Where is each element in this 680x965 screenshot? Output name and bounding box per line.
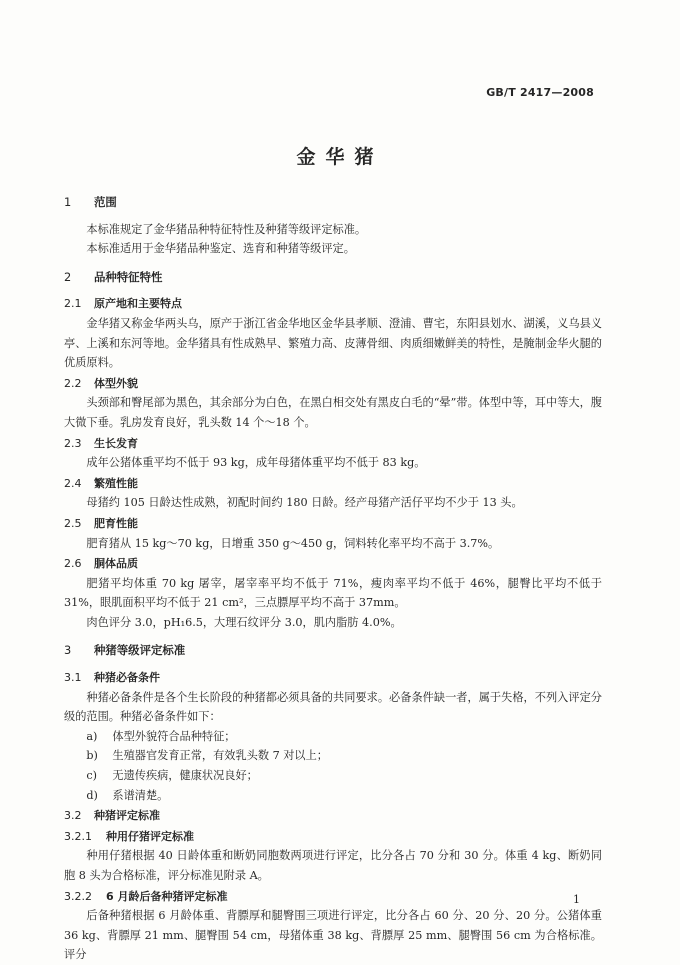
subsection-heading [64, 554, 602, 574]
subsection-number: 3.1 [64, 671, 82, 685]
subsection-number: 2.1 [64, 297, 82, 311]
paragraph: 成年公猪体重平均不低于 93 kg，成年母猪体重平均不低于 83 kg。 [86, 456, 426, 470]
subsection-title: 体型外貌 [94, 376, 138, 390]
subsubsection-title: 6 月龄后备种猪评定标准 [106, 889, 228, 903]
subsection-number: 3.2 [64, 809, 82, 823]
subsubsection-heading [64, 887, 602, 907]
list-marker: a) [86, 729, 98, 743]
paragraph: 本标准适用于金华猪品种鉴定、选育和种猪等级评定。 [86, 242, 355, 256]
page-number: 1 [573, 893, 580, 906]
list-item [64, 786, 602, 806]
list-text: 无遗传疾病，健康状况良好； [112, 769, 258, 783]
list-text: 系谱清楚。 [112, 788, 169, 802]
subsection-title: 胴体品质 [94, 557, 138, 571]
section-title: 范围 [94, 195, 117, 209]
section-number: 3 [64, 643, 72, 658]
subsection-title: 种猪评定标准 [94, 809, 160, 823]
section-title: 种猪等级评定标准 [94, 643, 186, 658]
subsection-title: 繁殖性能 [94, 476, 138, 490]
subsection-title: 原产地和主要特点 [94, 297, 182, 311]
subsection-heading [64, 514, 602, 534]
list-text: 体型外貌符合品种特征； [112, 729, 236, 743]
paragraph: 金华猪又称金华两头乌，原产于浙江省金华地区金华县孝顺、澄浦、曹宅，东阳县划水、湖溪，义乌县义亭、上溪和东河等地。金华猪具有性成熟早、繁殖力高、皮薄骨细、肉质细嫩鲜美的特性，是腌制金华火腿的优质原料。 [64, 316, 602, 370]
section-heading [64, 268, 602, 288]
paragraph: 本标准规定了金华猪品种特征特性及种猪等级评定标准。 [86, 222, 367, 236]
paragraph: 头颈部和臀尾部为黑色，其余部分为白色，在黑白相交处有黑皮白毛的“晕”带。体型中等，耳中等大，腹大微下垂。乳房发育良好，乳头数 14 个～18 个。 [64, 396, 602, 429]
subsection-number: 2.6 [64, 557, 82, 571]
section-number: 1 [64, 195, 72, 209]
section-heading [64, 193, 602, 213]
subsection-number: 2.2 [64, 376, 82, 390]
list-item [64, 727, 602, 747]
paragraph: 种用仔猪根据 40 日龄体重和断奶同胞数两项进行评定，比分各占 70 分和 30 分。体重 4 kg、断奶同胞 8 头为合格标准，评分标准见附录 A。 [64, 849, 602, 882]
subsubsection-title: 种用仔猪评定标准 [106, 829, 194, 843]
subsection-heading [64, 294, 602, 314]
list-item [64, 746, 602, 766]
subsection-number: 2.4 [64, 476, 82, 490]
paragraph: 肥育猪从 15 kg～70 kg，日增重 350 g～450 g，饲料转化率平均不高于 3.7%。 [86, 536, 500, 550]
subsection-title: 生长发育 [94, 436, 138, 450]
list-marker: c) [86, 769, 98, 783]
subsection-heading [64, 806, 602, 826]
subsection-heading [64, 474, 602, 494]
list-text: 生殖器官发育正常，有效乳头数 7 对以上； [112, 749, 328, 763]
subsection-number: 2.5 [64, 516, 82, 530]
list-marker: b) [86, 749, 98, 763]
document-body [64, 188, 602, 965]
subsection-number: 2.3 [64, 436, 82, 450]
paragraph: 肉色评分 3.0，pH₁6.5，大理石纹评分 3.0，肌内脂肪 4.0%。 [86, 615, 402, 629]
list-item [64, 766, 602, 786]
document-title: 金华猪 [296, 146, 384, 168]
section-heading [64, 641, 602, 661]
section-number: 2 [64, 269, 72, 284]
subsection-heading [64, 434, 602, 454]
paragraph: 种猪必备条件是各个生长阶段的种猪都必须具备的共同要求。必备条件缺一者，属于失格，不列入评定分级的范围。种猪必备条件如下： [64, 690, 602, 724]
subsubsection-heading [64, 827, 602, 847]
subsubsection-number: 3.2.1 [64, 829, 92, 843]
paragraph: 肥猪平均体重 70 kg 屠宰，屠宰率平均不低于 71%，瘦肉率平均不低于 46%，腿臀比平均不低于 31%，眼肌面积平均不低于 21 cm²，三点膘厚平均不高于 37mm。 [64, 576, 602, 610]
list-marker: d) [86, 788, 98, 802]
subsection-heading [64, 374, 602, 394]
section-title: 品种特征特性 [94, 269, 163, 284]
standard-code: GB/T 2417—2008 [486, 86, 594, 99]
subsection-heading [64, 668, 602, 688]
paragraph: 母猪约 105 日龄达性成熟，初配时间约 180 日龄。经产母猪产活仔平均不少于 13 头。 [86, 496, 523, 510]
subsection-title: 肥育性能 [94, 516, 138, 530]
subsection-title: 种猪必备条件 [94, 671, 160, 685]
subsubsection-number: 3.2.2 [64, 889, 92, 903]
paragraph: 后备种猪根据 6 月龄体重、背膘厚和腿臀围三项进行评定，比分各占 60 分、20 分、20 分。公猪体重 36 kg、背膘厚 21 mm、腿臀围 54 cm，母猪体重 38 kg、背膘厚 25 mm、腿臀围 56 cm 为合格标准。评分 [64, 909, 602, 962]
